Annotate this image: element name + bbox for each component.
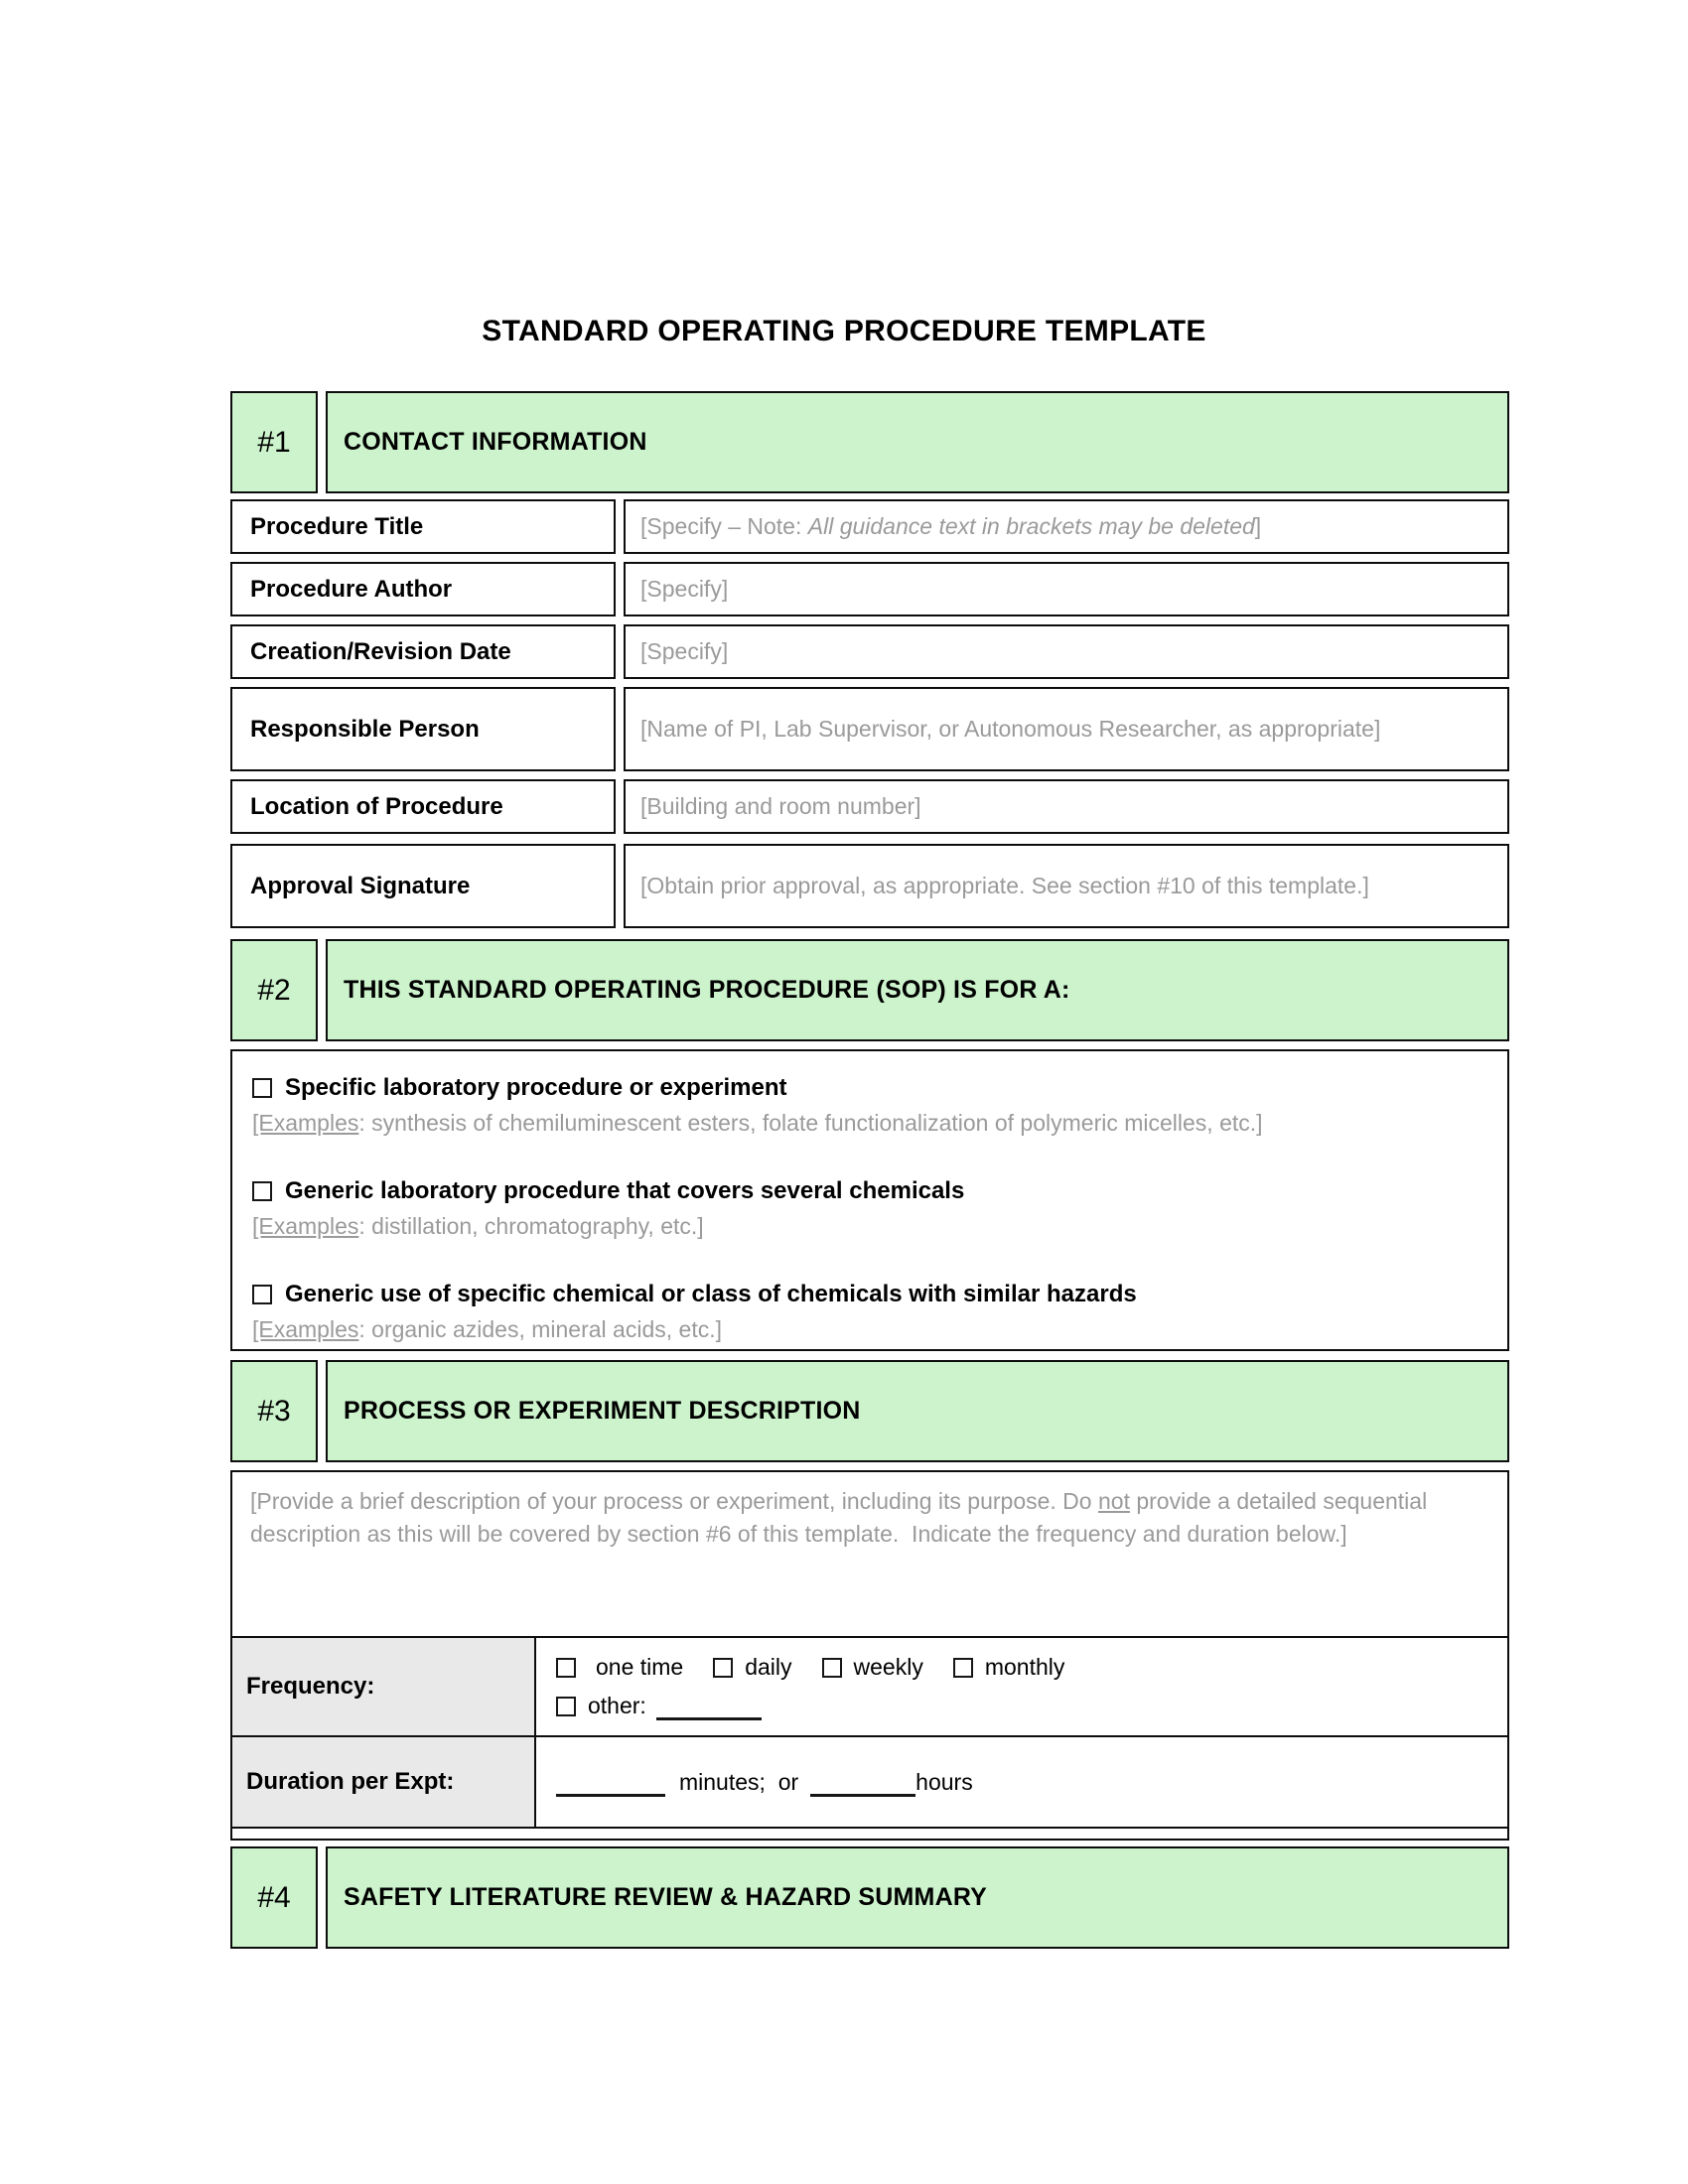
section-1-title: CONTACT INFORMATION: [326, 391, 1509, 493]
section-4-number: #4: [230, 1846, 318, 1949]
duration-value-cell: [536, 1737, 1507, 1827]
duration-label: Duration per Expt:: [232, 1737, 536, 1827]
placeholder-text: [Obtain prior approval, as appropriate. See section #10 of this template.]: [640, 873, 1369, 898]
frequency-option-other: [556, 1687, 762, 1725]
table-row: [230, 844, 1509, 928]
checkbox-icon[interactable]: [252, 1181, 272, 1201]
table-row: [230, 562, 1509, 616]
row-label-location-of-procedure: Location of Procedure: [230, 779, 616, 834]
section-2-header: [230, 939, 1509, 1041]
option-label: monthly: [984, 1654, 1065, 1680]
minutes-blank-line[interactable]: [556, 1778, 665, 1797]
spacer-row: [232, 1827, 1507, 1839]
checkbox-icon[interactable]: [556, 1697, 576, 1716]
examples-label: [Examples: [252, 1110, 359, 1136]
option-label: Generic use of specific chemical or class of chemicals with similar hazards: [285, 1281, 1137, 1307]
option-examples: [252, 1106, 1483, 1141]
frequency-options-cell: [536, 1638, 1507, 1735]
section-1-header: [230, 391, 1509, 493]
option-heading-row: [252, 1070, 1483, 1105]
document-body: [230, 391, 1509, 1949]
duration-row: [232, 1735, 1507, 1827]
row-label-approval-signature: Approval Signature: [230, 844, 616, 928]
examples-label: [Examples: [252, 1316, 359, 1342]
placeholder-text: [Name of PI, Lab Supervisor, or Autonomous Researcher, as appropriate]: [640, 716, 1381, 742]
row-label-procedure-author: Procedure Author: [230, 562, 616, 616]
placeholder-italic-note: All guidance text in brackets may be deleted: [807, 513, 1255, 539]
frequency-option-weekly: [822, 1648, 923, 1687]
frequency-option-monthly: [953, 1648, 1065, 1687]
examples-label: [Examples: [252, 1213, 359, 1239]
sop-type-option-generic-procedure: [252, 1173, 1483, 1244]
other-blank-line[interactable]: [656, 1702, 762, 1720]
frequency-options-line: [556, 1648, 1507, 1687]
row-label-creation-revision-date: Creation/Revision Date: [230, 624, 616, 679]
responsible-person-field[interactable]: [624, 687, 1509, 771]
placeholder-text: [Building and room number]: [640, 793, 921, 819]
option-heading-row: [252, 1277, 1483, 1311]
option-examples: [252, 1209, 1483, 1244]
section-3-header: [230, 1360, 1509, 1462]
frequency-label: Frequency:: [232, 1638, 536, 1735]
section-2-number: #2: [230, 939, 318, 1041]
section-4-header: [230, 1846, 1509, 1949]
section-3-title: PROCESS OR EXPERIMENT DESCRIPTION: [326, 1360, 1509, 1462]
process-description-text: [Provide a brief description of your process or experiment, including its purpose. Do not provide a detailed sequential description as this will be covered by section #6 of this template. Indicate the frequency and duration below.]: [250, 1488, 1428, 1547]
location-of-procedure-field[interactable]: [624, 779, 1509, 834]
duration-units-text: minutes; or: [679, 1768, 799, 1795]
sop-type-options: [230, 1049, 1509, 1351]
table-row: [230, 687, 1509, 771]
examples-text: : distillation, chromatography, etc.]: [358, 1213, 704, 1239]
table-row: [230, 499, 1509, 554]
table-row: [230, 779, 1509, 834]
process-description-field[interactable]: [232, 1472, 1507, 1636]
placeholder-text: ]: [1254, 513, 1262, 539]
option-label: weekly: [853, 1654, 923, 1680]
examples-text: : synthesis of chemiluminescent esters, folate functionalization of polymeric micelles, etc.]: [358, 1110, 1263, 1136]
option-heading-row: [252, 1173, 1483, 1208]
process-description-table: [230, 1470, 1509, 1841]
section-2-title: THIS STANDARD OPERATING PROCEDURE (SOP) IS FOR A:: [326, 939, 1509, 1041]
frequency-row: [232, 1636, 1507, 1735]
option-label: other:: [588, 1693, 646, 1718]
option-label: Generic laboratory procedure that covers several chemicals: [285, 1177, 965, 1204]
sop-type-option-specific: [252, 1070, 1483, 1141]
frequency-option-daily: [713, 1648, 791, 1687]
section-4-title: SAFETY LITERATURE REVIEW & HAZARD SUMMARY: [326, 1846, 1509, 1949]
placeholder-text: [Specify]: [640, 576, 729, 602]
section-1-number: #1: [230, 391, 318, 493]
placeholder-text: [Specify]: [640, 638, 729, 664]
approval-signature-field[interactable]: [624, 844, 1509, 928]
checkbox-icon[interactable]: [953, 1658, 973, 1678]
frequency-option-one-time: [556, 1648, 683, 1687]
option-label: daily: [745, 1654, 792, 1680]
checkbox-icon[interactable]: [713, 1658, 733, 1678]
option-label: Specific laboratory procedure or experiment: [285, 1074, 787, 1101]
row-label-responsible-person: Responsible Person: [230, 687, 616, 771]
section-3-number: #3: [230, 1360, 318, 1462]
checkbox-icon[interactable]: [556, 1658, 576, 1678]
option-label: one time: [596, 1654, 684, 1680]
procedure-author-field[interactable]: [624, 562, 1509, 616]
underlined-not: not: [1097, 1488, 1130, 1514]
procedure-title-field[interactable]: [624, 499, 1509, 554]
sop-type-option-generic-chemical: [252, 1277, 1483, 1347]
hours-label: hours: [915, 1768, 973, 1795]
creation-revision-date-field[interactable]: [624, 624, 1509, 679]
frequency-other-line: [556, 1687, 1507, 1725]
hours-blank-line[interactable]: [810, 1778, 915, 1797]
checkbox-icon[interactable]: [252, 1285, 272, 1304]
option-examples: [252, 1312, 1483, 1347]
checkbox-icon[interactable]: [822, 1658, 842, 1678]
checkbox-icon[interactable]: [252, 1078, 272, 1098]
table-row: [230, 624, 1509, 679]
document-title: STANDARD OPERATING PROCEDURE TEMPLATE: [482, 315, 1206, 347]
placeholder-text: [Specify – Note:: [640, 513, 808, 539]
row-label-procedure-title: Procedure Title: [230, 499, 616, 554]
examples-text: : organic azides, mineral acids, etc.]: [358, 1316, 722, 1342]
